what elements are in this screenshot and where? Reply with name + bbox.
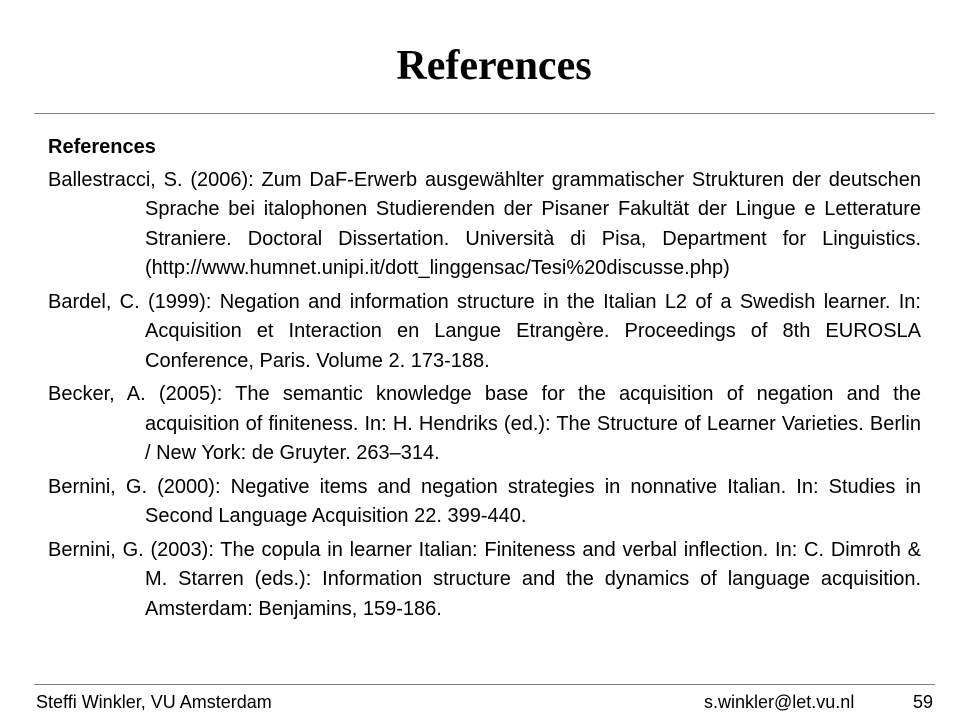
references-content bbox=[48, 133, 921, 628]
title-divider bbox=[34, 113, 935, 114]
reference-entry: Ballestracci, S. (2006): Zum DaF-Erwerb ausgewählter grammatischer Strukturen der deutschen Sprache bei italophonen Studierenden der Pisaner Fakultät der Lingue e Letterature Straniere. Doctoral Dissertation. Università di Pisa, Department for Linguistics. (http://www.humnet.unipi.it/dott_linggensac/Tesi%20discusse.php) bbox=[48, 168, 921, 279]
slide-title: References bbox=[396, 43, 592, 89]
page-number: 59 bbox=[913, 692, 934, 712]
reference-entry: Bardel, C. (1999): Negation and information structure in the Italian L2 of a Swedish learner. In: Acquisition et Interaction en Langue Etrangère. Proceedings of 8th EUROSLA Conference, Paris. Volume 2. 173-188. bbox=[48, 290, 921, 372]
reference-entry: Bernini, G. (2000): Negative items and negation strategies in nonnative Italian. In: Studies in Second Language Acquisition 22. 399-440. bbox=[48, 475, 921, 527]
reference-entry: Bernini, G. (2003): The copula in learner Italian: Finiteness and verbal inflection. In: C. Dimroth & M. Starren (eds.): Information structure and the dynamics of language acquisition. Amsterdam: Benjamins, 159-186. bbox=[48, 538, 921, 620]
reference-entry: Becker, A. (2005): The semantic knowledge base for the acquisition of negation and the acquisition of finiteness. In: H. Hendriks (ed.): The Structure of Learner Varieties. Berlin / New York: de Gruyter. 263–314. bbox=[48, 383, 921, 464]
section-heading: References bbox=[48, 136, 156, 158]
footer-author: Steffi Winkler, VU Amsterdam bbox=[36, 692, 272, 712]
footer-divider bbox=[34, 684, 935, 685]
footer-email: s.winkler@let.vu.nl bbox=[704, 692, 855, 712]
